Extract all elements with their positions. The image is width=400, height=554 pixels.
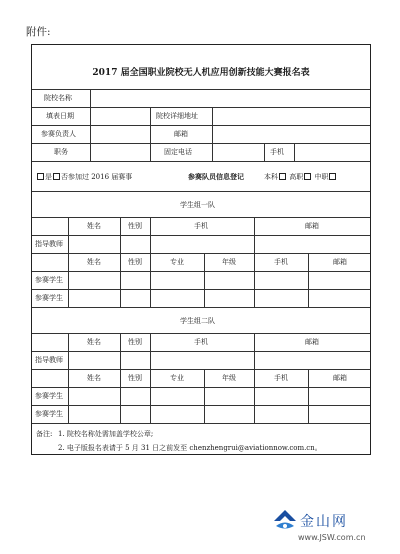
group2-student-header-major: 专业 [170, 374, 184, 382]
landline-label: 固定电话 [164, 148, 192, 156]
row-divider [32, 191, 370, 192]
row-divider [32, 235, 370, 236]
watermark-name: 金山网 [300, 514, 348, 530]
prior-no-label: 否参加过 2016 届赛事 [61, 173, 133, 181]
group1-teacher-header-email: 邮箱 [305, 222, 319, 230]
row-divider [32, 289, 370, 290]
col-divider [204, 369, 205, 423]
mobile-label: 手机 [270, 148, 284, 156]
row-divider [32, 107, 370, 108]
row-divider [32, 351, 370, 352]
row-divider [32, 253, 370, 254]
note-1: 1. 院校名称处需加盖学校公章; [58, 430, 154, 438]
col-divider [68, 217, 69, 253]
level-undergrad-label: 本科 [264, 173, 278, 181]
site-watermark [270, 505, 370, 549]
row-divider [32, 271, 370, 272]
attachment-label: 附件: [26, 26, 51, 38]
col-divider [90, 89, 91, 161]
col-divider [68, 253, 69, 307]
fill-date-label: 填表日期 [46, 112, 74, 120]
col-divider [264, 143, 265, 161]
yes-checkbox[interactable] [37, 173, 44, 180]
group2-student-header-mobile: 手机 [274, 374, 288, 382]
group2-teacher-header-mobile: 手机 [194, 338, 208, 346]
group2-student-header-grade: 年级 [222, 374, 236, 382]
group1-student-header-mobile: 手机 [274, 258, 288, 266]
row-divider [32, 89, 370, 90]
no-checkbox[interactable] [53, 173, 60, 180]
col-divider [254, 369, 255, 423]
row-divider [32, 369, 370, 370]
col-divider [120, 369, 121, 423]
col-divider [150, 333, 151, 369]
col-divider [294, 143, 295, 161]
watermark-url: www.JSW.com.cn [298, 533, 366, 542]
group1-student-header-major: 专业 [170, 258, 184, 266]
group2-student-header-gender: 性别 [128, 374, 142, 382]
position-label: 职务 [54, 148, 68, 156]
note-2: 2. 电子版报名表请于 5 月 31 日之前发至 chenzhengrui@aviationnow.com.cn。 [58, 444, 322, 452]
group2-teacher-header-email: 邮箱 [305, 338, 319, 346]
group1-teacher-header-name: 姓名 [87, 222, 101, 230]
row-divider [32, 333, 370, 334]
row-divider [32, 161, 370, 162]
group1-student-label-1: 参赛学生 [35, 276, 63, 284]
group2-title: 学生组二队 [180, 317, 215, 325]
col-divider [308, 369, 309, 423]
group1-student-header-grade: 年级 [222, 258, 236, 266]
level-secondary-voc-label: 中职 [314, 173, 329, 181]
group1-title: 学生组一队 [180, 201, 215, 209]
group1-student-label-2: 参赛学生 [35, 294, 63, 302]
group2-student-label-2: 参赛学生 [35, 410, 63, 418]
registration-form [31, 44, 371, 455]
col-divider [120, 253, 121, 307]
group2-teacher-header-gender: 性别 [128, 338, 142, 346]
row-divider [32, 405, 370, 406]
group1-student-header-email: 邮箱 [333, 258, 347, 266]
group2-student-label-1: 参赛学生 [35, 392, 63, 400]
team-info-label: 参赛队员信息登记 [188, 172, 244, 181]
school-address-label: 院校详细地址 [156, 112, 198, 120]
col-divider [212, 107, 213, 161]
group1-student-header-gender: 性别 [128, 258, 142, 266]
row-divider [32, 125, 370, 126]
col-divider [68, 333, 69, 369]
prior-participation [36, 173, 132, 181]
form-title: 2017 届全国职业院校无人机应用创新技能大赛报名表 [92, 68, 310, 78]
level-options [264, 173, 337, 181]
group2-teacher-label: 指导教师 [35, 356, 63, 364]
col-divider [254, 333, 255, 369]
group2-teacher-header-name: 姓名 [87, 338, 101, 346]
col-divider [204, 253, 205, 307]
group1-student-header-name: 姓名 [87, 258, 101, 266]
col-divider [150, 217, 151, 253]
level-higher-voc-label: 高职 [289, 173, 304, 181]
col-divider [150, 253, 151, 307]
col-divider [68, 369, 69, 423]
col-divider [254, 217, 255, 253]
col-divider [150, 369, 151, 423]
school-name-label: 院校名称 [44, 94, 72, 102]
undergrad-checkbox[interactable] [279, 173, 286, 180]
group2-student-header-name: 姓名 [87, 374, 101, 382]
col-divider [150, 107, 151, 161]
row-divider [32, 143, 370, 144]
group1-teacher-label: 指导教师 [35, 240, 63, 248]
col-divider [254, 253, 255, 307]
row-divider [32, 387, 370, 388]
prior-yes-label: 是 [45, 173, 52, 181]
higher-voc-checkbox[interactable] [304, 173, 311, 180]
notes-prefix: 备注: [36, 430, 53, 438]
jsw-logo-icon [272, 507, 298, 533]
group1-teacher-header-mobile: 手机 [194, 222, 208, 230]
row-divider [32, 423, 370, 424]
col-divider [120, 217, 121, 253]
row-divider [32, 217, 370, 218]
email-label: 邮箱 [174, 130, 188, 138]
col-divider [308, 253, 309, 307]
group2-student-header-email: 邮箱 [333, 374, 347, 382]
secondary-voc-checkbox[interactable] [329, 173, 336, 180]
group1-teacher-header-gender: 性别 [128, 222, 142, 230]
row-divider [32, 307, 370, 308]
leader-label: 参赛负责人 [41, 130, 76, 138]
col-divider [120, 333, 121, 369]
